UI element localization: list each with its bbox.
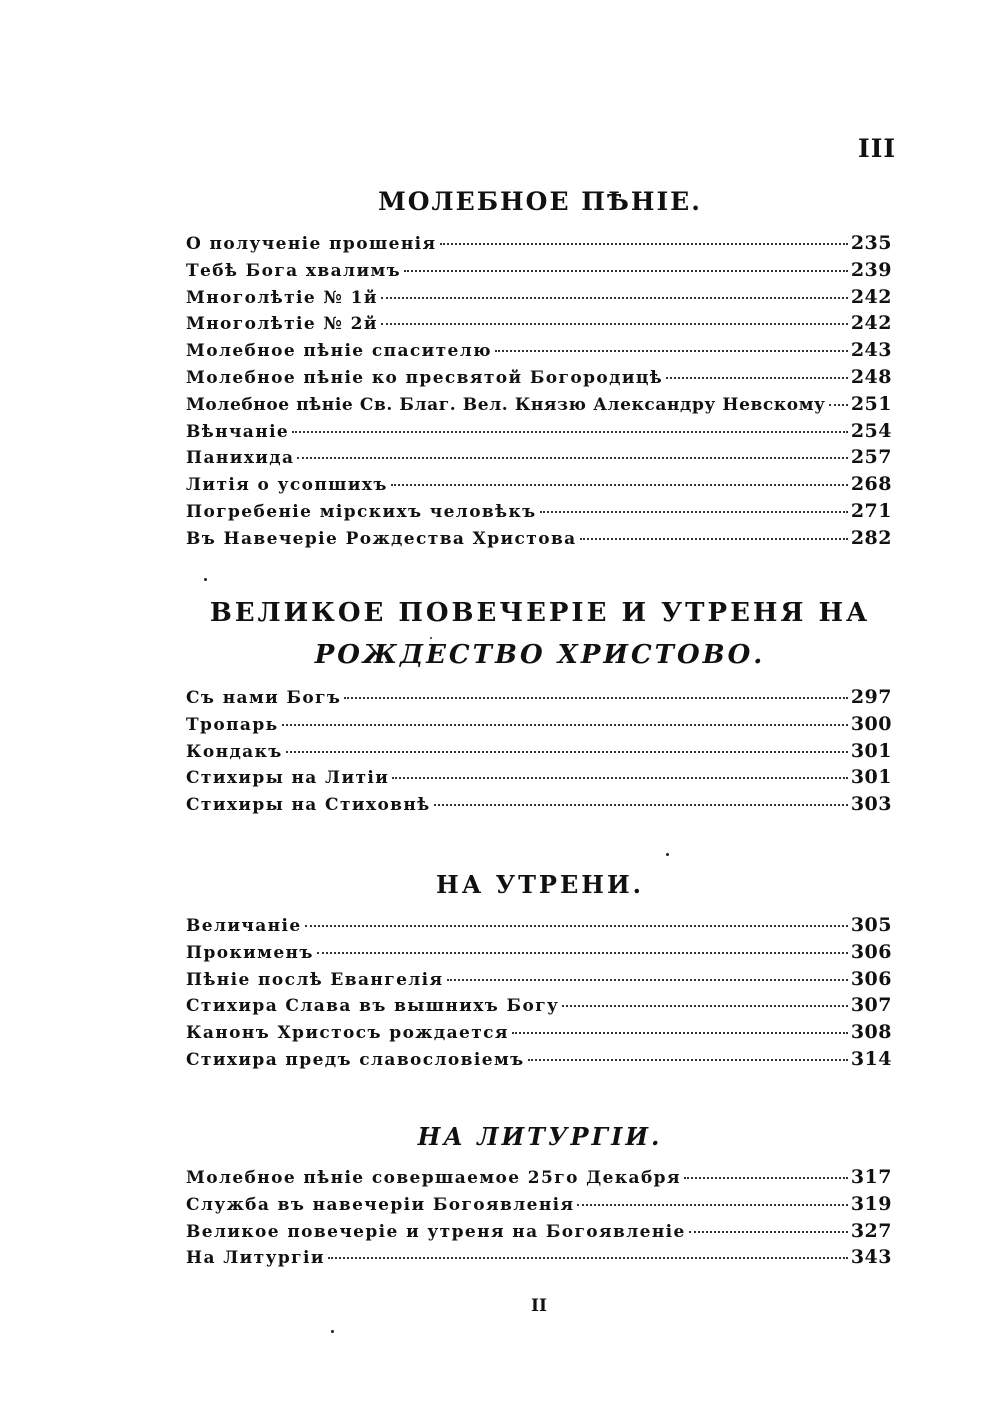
entry-title: Молебное пѣніе Св. Благ. Вел. Князю Александру Невскому [186, 394, 826, 415]
dot-leader [447, 979, 848, 981]
dot-leader [292, 431, 848, 433]
dot-leader [512, 1032, 848, 1034]
dot-leader [282, 724, 848, 726]
toc-entry[interactable] [186, 968, 892, 995]
dot-leader [286, 751, 848, 753]
entry-title: Великое повечеріе и утреня на Богоявленіе [186, 1221, 686, 1242]
toc-entry[interactable] [186, 420, 892, 447]
dot-leader [580, 538, 848, 540]
toc-list-na-utreni [186, 914, 892, 1075]
toc-entry[interactable] [186, 446, 892, 473]
dot-leader [689, 1231, 848, 1233]
entry-title: Стихира предъ славословіемъ [186, 1049, 525, 1070]
dot-leader [381, 297, 848, 299]
toc-entry[interactable] [186, 766, 892, 793]
entry-title: Тебѣ Бога хвалимъ [186, 260, 402, 281]
entry-page: 317 [850, 1166, 892, 1188]
entry-title: Вѣнчаніе [186, 421, 290, 442]
entry-page: 282 [850, 526, 892, 549]
entry-page: 301 [850, 739, 892, 762]
dot-leader [392, 777, 848, 779]
entry-page: 343 [850, 1246, 892, 1269]
dot-leader [344, 697, 847, 699]
entry-page: 243 [850, 339, 892, 362]
toc-entry[interactable] [186, 740, 892, 767]
dot-leader [577, 1204, 847, 1206]
toc-entry[interactable] [186, 500, 892, 527]
toc-entry[interactable] [186, 941, 892, 968]
entry-page: 257 [850, 446, 892, 469]
toc-entry[interactable] [186, 259, 892, 286]
entry-page: 314 [850, 1047, 892, 1070]
dot-leader [440, 243, 848, 245]
dot-leader [528, 1059, 848, 1061]
section-title-povecherie-line2: РОЖДЕСТВО ХРИСТОВО. [314, 640, 766, 670]
entry-title: Многолѣтіе № 2й [186, 314, 378, 335]
toc-entry[interactable] [186, 914, 892, 941]
dot-leader [829, 404, 848, 406]
dot-leader [404, 270, 848, 272]
entry-title: Тропарь [186, 714, 279, 735]
page-number: III [858, 134, 897, 163]
entry-title: Съ нами Богъ [186, 688, 342, 708]
entry-page: 327 [850, 1219, 892, 1242]
dot-leader [666, 377, 848, 379]
dot-leader [305, 925, 848, 927]
entry-page: 254 [850, 419, 892, 442]
dot-leader [495, 350, 848, 352]
entry-page: 235 [850, 232, 892, 254]
toc-entry[interactable] [186, 393, 892, 420]
entry-title: Панихида [186, 448, 295, 469]
dot-leader [317, 952, 848, 954]
entry-title: Величаніе [186, 916, 302, 936]
entry-page: 268 [850, 473, 892, 496]
entry-title: Стихиры на Литіи [186, 768, 390, 789]
entry-title: Служба въ навечеріи Богоявленія [186, 1194, 575, 1215]
entry-page: 242 [850, 285, 892, 308]
dot-leader [391, 484, 848, 486]
toc-list-moleben [186, 232, 892, 554]
dot-leader [540, 511, 848, 513]
toc-entry[interactable] [186, 339, 892, 366]
toc-entry[interactable] [186, 527, 892, 554]
dot-leader [381, 323, 848, 325]
dot-leader [684, 1177, 848, 1179]
entry-page: 307 [850, 994, 892, 1017]
dot-leader [562, 1005, 848, 1007]
dot-leader [328, 1257, 848, 1259]
entry-title: Молебное пѣніе совершаемое 25го Декабря [186, 1168, 681, 1188]
toc-entry[interactable] [186, 793, 892, 820]
scan-speck [666, 853, 669, 856]
entry-title: Литія о усопшихъ [186, 475, 388, 496]
toc-entry[interactable] [186, 366, 892, 393]
entry-page: 242 [850, 312, 892, 335]
entry-title: Канонъ Христосъ рождается [186, 1023, 509, 1044]
entry-title: О полученіе прошенія [186, 234, 437, 254]
toc-entry[interactable] [186, 1021, 892, 1048]
scan-speck [430, 637, 432, 639]
entry-title: Прокименъ [186, 942, 314, 963]
entry-page: 303 [850, 793, 892, 816]
entry-title: Молебное пѣніе ко пресвятой Богородицѣ [186, 367, 664, 388]
entry-title: Стихира Слава въ вышнихъ Богу [186, 996, 560, 1017]
toc-list-povecherie [186, 686, 892, 820]
section-title-na-liturgii: НА ЛИТУРГІИ. [417, 1122, 663, 1151]
section-title-povecherie-line1: ВЕЛИКОЕ ПОВЕЧЕРІЕ И УТРЕНЯ НА [209, 598, 871, 628]
entry-page: 300 [850, 712, 892, 735]
signature-mark: II [531, 1296, 547, 1316]
entry-title: Молебное пѣніе спасителю [186, 341, 492, 362]
scan-speck [331, 1330, 334, 1333]
entry-title: Стихиры на Стиховнѣ [186, 795, 431, 816]
entry-title: Погребеніе мірскихъ человѣкъ [186, 501, 537, 522]
toc-entry[interactable] [186, 713, 892, 740]
toc-entry[interactable] [186, 1246, 892, 1273]
toc-entry[interactable] [186, 1193, 892, 1220]
entry-page: 297 [850, 686, 892, 708]
toc-entry[interactable] [186, 1166, 892, 1193]
entry-page: 248 [850, 365, 892, 388]
toc-entry[interactable] [186, 473, 892, 500]
toc-entry[interactable] [186, 1048, 892, 1075]
dot-leader [434, 804, 848, 806]
toc-entry[interactable] [186, 1220, 892, 1247]
toc-entry[interactable] [186, 232, 892, 259]
entry-title: Пѣніе послѣ Евангелія [186, 969, 444, 990]
entry-page: 239 [850, 258, 892, 281]
entry-page: 308 [850, 1021, 892, 1044]
entry-page: 251 [850, 392, 892, 415]
entry-title: Кондакъ [186, 741, 283, 762]
toc-entry[interactable] [186, 686, 892, 713]
section-title-moleben: МОЛЕБНОЕ ПѢНІЕ. [378, 187, 702, 216]
entry-page: 306 [850, 940, 892, 963]
entry-page: 301 [850, 766, 892, 789]
entry-page: 306 [850, 967, 892, 990]
toc-entry[interactable] [186, 994, 892, 1021]
entry-page: 305 [850, 914, 892, 936]
entry-page: 271 [850, 499, 892, 522]
entry-page: 319 [850, 1192, 892, 1215]
section-title-na-utreni: НА УТРЕНИ. [436, 870, 644, 899]
entry-title: Въ Навечеріе Рождества Христова [186, 528, 577, 549]
entry-title: На Литургіи [186, 1248, 325, 1269]
toc-list-na-liturgii [186, 1166, 892, 1273]
toc-entry[interactable] [186, 286, 892, 313]
scan-speck [204, 578, 207, 581]
dot-leader [297, 457, 847, 459]
toc-entry[interactable] [186, 312, 892, 339]
entry-title: Многолѣтіе № 1й [186, 287, 378, 308]
